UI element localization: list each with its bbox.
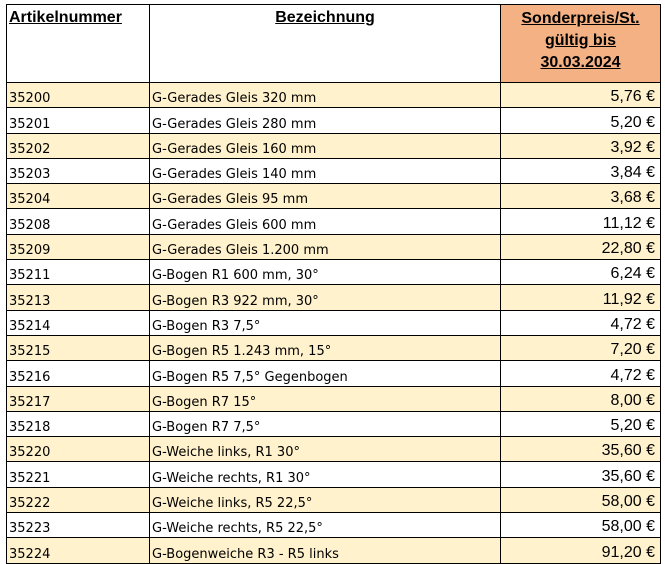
article-number-cell: 35209 [7,234,150,259]
description-cell: G-Bogen R5 1.243 mm, 15° [150,335,501,360]
table-row [7,209,661,234]
article-number-cell: 35218 [7,411,150,436]
price-cell: 91,20 € [501,538,661,563]
price-cell: 3,92 € [501,133,661,158]
price-cell: 3,84 € [501,158,661,183]
price-cell: 11,12 € [501,209,661,234]
table-row [7,462,661,487]
price-cell: 4,72 € [501,361,661,386]
article-number-cell: 35214 [7,310,150,335]
table-row [7,487,661,512]
table-body [7,83,661,564]
table-row [7,184,661,209]
article-number-cell: 35215 [7,335,150,360]
description-cell: G-Gerades Gleis 320 mm [150,83,501,108]
description-cell: G-Gerades Gleis 1.200 mm [150,234,501,259]
article-number-cell: 35223 [7,513,150,538]
price-table [6,4,661,564]
price-cell: 3,68 € [501,184,661,209]
price-cell: 8,00 € [501,386,661,411]
table-row [7,437,661,462]
price-cell: 22,80 € [501,234,661,259]
description-cell: G-Gerades Gleis 600 mm [150,209,501,234]
header-price-line1: Sonderpreis/St. [521,10,640,27]
table-row [7,234,661,259]
description-cell: G-Bogen R3 922 mm, 30° [150,285,501,310]
header-price-line3: 30.03.2024 [540,54,621,71]
table-row [7,108,661,133]
price-cell: 58,00 € [501,513,661,538]
description-cell: G-Weiche links, R5 22,5° [150,487,501,512]
description-cell: G-Bogenweiche R3 - R5 links [150,538,501,563]
article-number-cell: 35217 [7,386,150,411]
article-number-cell: 35202 [7,133,150,158]
article-number-cell: 35221 [7,462,150,487]
table-row [7,285,661,310]
price-cell: 6,24 € [501,260,661,285]
header-description: Bezeichnung [150,5,501,83]
article-number-cell: 35211 [7,260,150,285]
description-cell: G-Bogen R7 7,5° [150,411,501,436]
table-row [7,83,661,108]
price-cell: 58,00 € [501,487,661,512]
description-cell: G-Bogen R3 7,5° [150,310,501,335]
description-cell: G-Gerades Gleis 140 mm [150,158,501,183]
price-cell: 4,72 € [501,310,661,335]
description-cell: G-Gerades Gleis 160 mm [150,133,501,158]
description-cell: G-Bogen R1 600 mm, 30° [150,260,501,285]
table-row [7,133,661,158]
article-number-cell: 35204 [7,184,150,209]
article-number-cell: 35200 [7,83,150,108]
description-cell: G-Weiche links, R1 30° [150,437,501,462]
table-row [7,361,661,386]
price-cell: 11,92 € [501,285,661,310]
price-list-sheet [6,4,660,564]
description-cell: G-Weiche rechts, R1 30° [150,462,501,487]
article-number-cell: 35224 [7,538,150,563]
table-row [7,335,661,360]
table-row [7,538,661,563]
article-number-cell: 35201 [7,108,150,133]
description-cell: G-Gerades Gleis 95 mm [150,184,501,209]
description-cell: G-Gerades Gleis 280 mm [150,108,501,133]
article-number-cell: 35203 [7,158,150,183]
header-row [7,5,661,83]
description-cell: G-Weiche rechts, R5 22,5° [150,513,501,538]
article-number-cell: 35208 [7,209,150,234]
header-price-line2: gültig bis [544,32,617,49]
table-row [7,513,661,538]
table-row [7,310,661,335]
description-cell: G-Bogen R5 7,5° Gegenbogen [150,361,501,386]
table-row [7,411,661,436]
price-cell: 35,60 € [501,462,661,487]
article-number-cell: 35220 [7,437,150,462]
price-cell: 5,76 € [501,83,661,108]
price-cell: 5,20 € [501,108,661,133]
price-cell: 7,20 € [501,335,661,360]
table-row [7,260,661,285]
article-number-cell: 35216 [7,361,150,386]
header-article: Artikelnummer [7,5,150,83]
header-special-price [501,5,661,83]
price-cell: 5,20 € [501,411,661,436]
description-cell: G-Bogen R7 15° [150,386,501,411]
table-row [7,386,661,411]
article-number-cell: 35213 [7,285,150,310]
table-row [7,158,661,183]
price-cell: 35,60 € [501,437,661,462]
article-number-cell: 35222 [7,487,150,512]
